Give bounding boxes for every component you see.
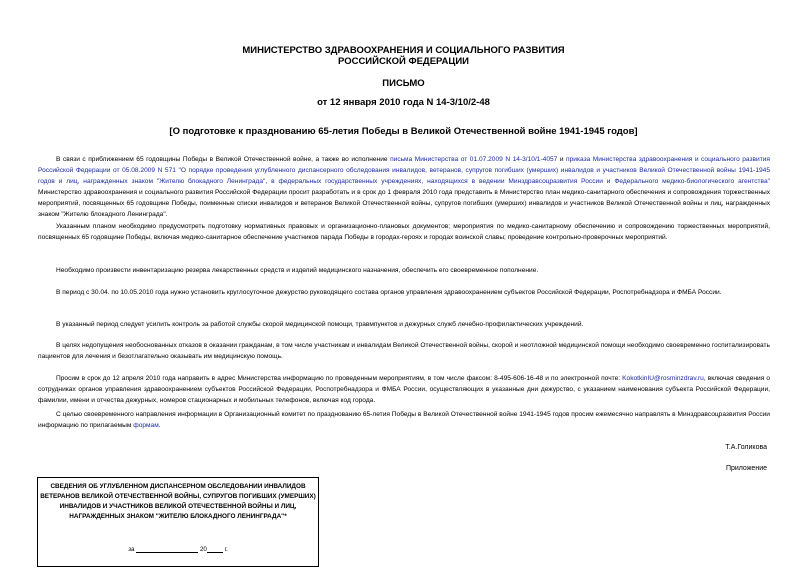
document-type: ПИСЬМО [382, 78, 425, 89]
paragraph-8-text-a: С целью своевременного направления информации в Организационный комитет по празднованию 65-летия Победы в Великой Отечественной войне 1941-1945 годов просим ежемесячно направлять в Минздравсоцразвития России информацию по прилагаемым [38, 411, 770, 429]
forms-link[interactable]: формам [133, 421, 159, 429]
paragraph-1-text-b: и [557, 156, 567, 163]
ministry-letter-link[interactable]: письма Министерства от 01.07.2009 N 14-3/10/1-4057 [390, 156, 558, 163]
ministry-line-1: МИНИСТЕРСТВО ЗДРАВООХРАНЕНИЯ И СОЦИАЛЬНОГО РАЗВИТИЯ [242, 45, 565, 56]
paragraph-1-text-a: В связи с приближением 65 годовщины Победы в Великой Отечественной войне, а также во исполнение [56, 156, 391, 163]
period-blank-field[interactable] [136, 545, 198, 553]
ministry-line-2: РОССИЙСКОЙ ФЕДЕРАЦИИ [337, 56, 469, 67]
form-title-line-2: ВЕТЕРАНОВ ВЕЛИКОЙ ОТЕЧЕСТВЕННОЙ ВОЙНЫ, СУПРУГОВ ПОГИБШИХ (УМЕРШИХ) [40, 493, 316, 500]
paragraph-7-text-a: Просим в срок до 12 апреля 2010 года направить в адрес Министерства информацию по проведенным мероприятиям, в том числе факсом: 8-495-606-16-48 и по электронной почте: [56, 375, 623, 382]
report-form-title [38, 482, 318, 522]
document-date-number: от 12 января 2010 года N 14-3/10/2-48 [317, 97, 490, 108]
report-form-box [37, 477, 319, 567]
paragraph-5: В указанный период следует усилить контроль за работой службы скорой медицинской помощи, травмпунктов и дежурных служб лечебно-профилактических учреждений. [56, 321, 584, 328]
paragraph-1-text-c: Министерство здравоохранения и социального развития Российской Федерации просит разработать и в срок до 1 февраля 2010 года представить в Министерство план медико-санитарного обеспечения и сопровождения торжественных мероприятий, посвященных 65 годовщине Победы, поименные списки инвалидов и ветеранов Великой Отечественной войны, супругов погибших (умерших) инвалидов и участников Великой Отечественной войны и лиц, награжденных знаком "Жителю блокадного Ленинграда". [38, 188, 770, 218]
period-year: 20 [199, 546, 207, 553]
paragraph-3: Необходимо произвести инвентаризацию резерва лекарственных средств и изделий медицинского назначения, обеспечить его своевременное пополнение. [56, 267, 539, 274]
form-title-line-4: НАГРАЖДЕННЫХ ЗНАКОМ "ЖИТЕЛЮ БЛОКАДНОГО ЛЕНИНГРАДА"* [69, 513, 287, 520]
report-period-line [38, 545, 318, 553]
email-link[interactable]: KokotkinIU@rosminzdrav.ru [622, 375, 704, 382]
paragraph-7 [38, 374, 770, 407]
paragraph-8 [38, 410, 770, 432]
form-title-line-1: СВЕДЕНИЯ ОБ УГЛУБЛЕННОМ ДИСПАНСЕРНОМ ОБСЛЕДОВАНИИ ИНВАЛИДОВ [50, 483, 306, 490]
period-suffix: г. [224, 546, 228, 553]
ministry-heading [0, 45, 807, 67]
paragraph-2: Указанным планом необходимо предусмотреть подготовку нормативных правовых и организационно-плановых документов; мероприятия по медико-санитарному обеспечению и сопровождению торжественных мероприятий, посвященных 65 годовщине Победы, включая медико-санитарное обеспечение участников парада Победы в городах-героях и городах воинской славы; проведение контрольно-проверочных мероприятий. [38, 223, 770, 241]
paragraph-7-text-b: , включая сведения о сотрудниках органов управления здравоохранением субъектов Российской Федерации, Роспотребнадзора и ФМБА России, осуществляющих в указанные дни дежурство, с указанием наименования субъекта Российской Федерации, фамилии, имени и отчества дежурных, номеров стационарных и мобильных телефонов, включая код города. [38, 375, 771, 404]
form-title-line-3: ИНВАЛИДОВ И УЧАСТНИКОВ ВЕЛИКОЙ ОТЕЧЕСТВЕННОЙ ВОЙНЫ И ЛИЦ, [59, 503, 297, 510]
appendix-label: Приложение [725, 465, 767, 472]
paragraph-6: В целях недопущения необоснованных отказов в оказании гражданам, в том числе участникам и инвалидам Великой Отечественной войны, скорой и неотложной медицинской помощи необходимо своевременно госпитализировать пациентов для лечения и безотлагательно оказывать им медицинскую помощь. [38, 342, 770, 360]
paragraph-4: В период с 30.04. по 10.05.2010 года нужно установить круглосуточное дежурство руководящего состава органов управления здравоохранением субъектов Российской Федерации, Роспотребнадзора и ФМБА России. [56, 289, 722, 296]
document-subject: [О подготовке к празднованию 65-летия Победы в Великой Отечественной войне 1941-1945 годов] [169, 126, 638, 137]
period-prefix: за [128, 546, 135, 553]
signature: Т.А.Голикова [725, 444, 767, 451]
ministry-order-link[interactable]: приказа Министерства здравоохранения и социального развития Российской Федерации от 05.08.2009 N 571 "О порядке проведения углубленного диспансерного обследования инвалидов, ветеранов, супругов погибших (умерших) инвалидов и участников Великой Отечественной войны 1941-1945 годов и лиц, награжденных знаком "Жителю блокадного Ленинграда", в федеральных государственных учреждениях, находящихся в ведении Минздравсоцразвития России и Федерального медико-биологического агентства" [38, 156, 770, 185]
paragraph-8-text-b: . [158, 421, 161, 429]
year-blank-field[interactable] [207, 545, 223, 553]
paragraph-1 [38, 155, 770, 220]
